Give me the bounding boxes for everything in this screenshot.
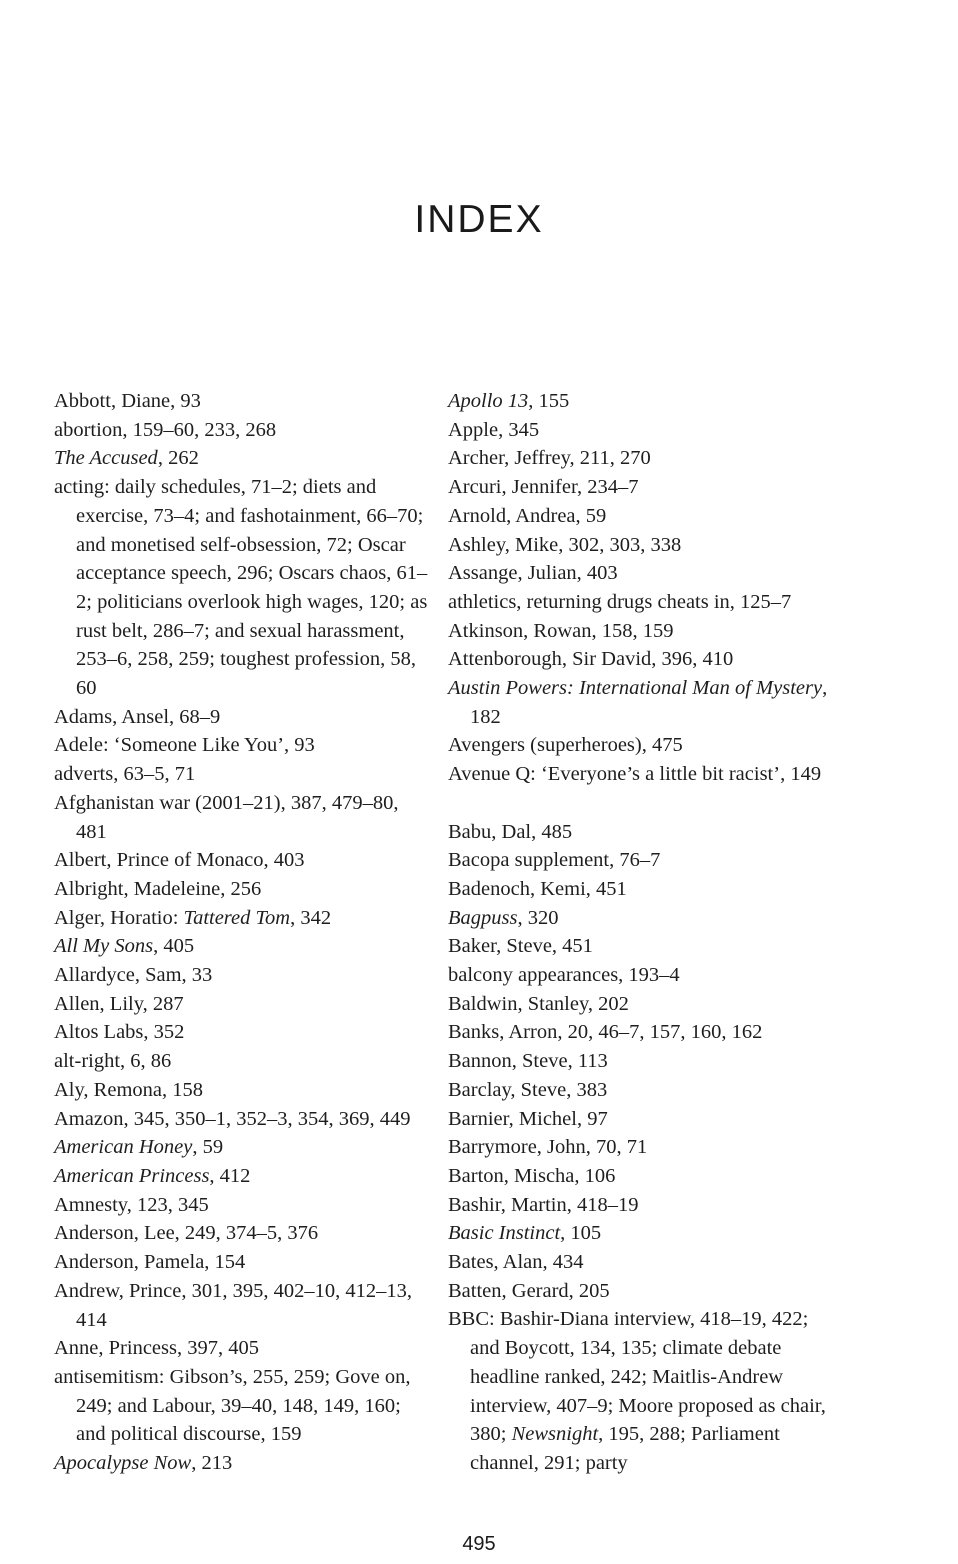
index-entry-text: Adams, Ansel, 68–9 bbox=[54, 705, 221, 728]
index-entry bbox=[54, 1162, 429, 1191]
index-entry-text: Apple, 345 bbox=[448, 418, 540, 441]
index-entry bbox=[448, 1277, 838, 1306]
index-entry-text: , 405 bbox=[153, 935, 195, 958]
index-entry bbox=[448, 645, 838, 674]
index-entry bbox=[448, 904, 838, 933]
index-entry-text: Bacopa supplement, 76–7 bbox=[448, 849, 661, 872]
index-entry-title: Basic Instinct bbox=[448, 1222, 561, 1245]
index-entry bbox=[54, 961, 429, 990]
index-entry-title: Newsnight bbox=[511, 1423, 599, 1446]
index-entry-text: Attenborough, Sir David, 396, 410 bbox=[448, 648, 734, 671]
index-entry-title: The Accused bbox=[54, 447, 158, 470]
index-entry bbox=[54, 1018, 429, 1047]
index-entry bbox=[54, 760, 429, 789]
index-entry bbox=[54, 875, 429, 904]
index-entry-text: Abbott, Diane, 93 bbox=[54, 390, 201, 412]
index-entry-text: Anne, Princess, 397, 405 bbox=[54, 1337, 259, 1360]
index-entry-text: Barclay, Steve, 383 bbox=[448, 1078, 608, 1101]
index-entry-text: Assange, Julian, 403 bbox=[448, 562, 618, 585]
index-entry-text: abortion, 159–60, 233, 268 bbox=[54, 418, 277, 441]
index-entry-text: Barton, Mischa, 106 bbox=[448, 1164, 616, 1187]
index-entry-text: , 195, 288; Parliament channel, 291; party bbox=[470, 1423, 780, 1474]
index-entry bbox=[448, 760, 838, 789]
index-entry bbox=[448, 1133, 838, 1162]
index-entry-title: Tattered Tom bbox=[183, 906, 291, 929]
index-entry-title: Austin Powers: International Man of Mystery bbox=[448, 677, 823, 700]
index-entry-text: Alger, Horatio: bbox=[54, 906, 184, 929]
page-title: INDEX bbox=[414, 198, 544, 241]
index-entry bbox=[54, 703, 429, 732]
index-entry bbox=[448, 990, 838, 1019]
index-entry bbox=[448, 846, 838, 875]
index-entry-text: Adele: ‘Someone Like You’, 93 bbox=[54, 734, 315, 757]
index-entry bbox=[54, 1334, 429, 1363]
index-entry bbox=[54, 1449, 429, 1478]
index-entry bbox=[54, 1047, 429, 1076]
index-entry-text: Batten, Gerard, 205 bbox=[448, 1279, 610, 1302]
index-entry bbox=[54, 932, 429, 961]
index-entry-text: Aly, Remona, 158 bbox=[54, 1078, 203, 1101]
index-entry bbox=[448, 1191, 838, 1220]
index-entry bbox=[448, 1105, 838, 1134]
index-entry-text: Altos Labs, 352 bbox=[54, 1021, 185, 1044]
index-entry-text: Allen, Lily, 287 bbox=[54, 992, 184, 1015]
index-entry bbox=[54, 1133, 429, 1162]
index-entry bbox=[448, 473, 838, 502]
index-entry-text: Barrymore, John, 70, 71 bbox=[448, 1136, 648, 1159]
index-entry bbox=[448, 1305, 838, 1477]
index-entry-text: , 105 bbox=[560, 1222, 602, 1245]
index-entry-text: , 262 bbox=[157, 447, 199, 470]
index-entry-text: Badenoch, Kemi, 451 bbox=[448, 877, 627, 900]
index-entry bbox=[54, 1219, 429, 1248]
index-entry bbox=[448, 502, 838, 531]
index-entry-text: alt-right, 6, 86 bbox=[54, 1050, 172, 1073]
index-entry-text: Bates, Alan, 434 bbox=[448, 1251, 584, 1274]
index-entry bbox=[54, 990, 429, 1019]
index-entry-text: Allardyce, Sam, 33 bbox=[54, 964, 213, 987]
index-entry-text: Baker, Steve, 451 bbox=[448, 935, 593, 958]
index-entry bbox=[448, 416, 838, 445]
index-entry-text: Baldwin, Stanley, 202 bbox=[448, 992, 629, 1015]
index-entry-text: Archer, Jeffrey, 211, 270 bbox=[448, 447, 651, 470]
index-entry-text: , 155 bbox=[528, 390, 570, 412]
index-entry-text: Albright, Madeleine, 256 bbox=[54, 877, 262, 900]
index-entry-text: Amazon, 345, 350–1, 352–3, 354, 369, 449 bbox=[54, 1107, 411, 1130]
index-entry bbox=[448, 1018, 838, 1047]
index-entry-text: , 342 bbox=[290, 906, 332, 929]
index-entry bbox=[54, 1105, 429, 1134]
index-entry bbox=[448, 674, 838, 731]
index-entry bbox=[54, 789, 429, 846]
index-entry bbox=[54, 1248, 429, 1277]
index-entry-text: , 213 bbox=[191, 1452, 233, 1475]
index-entry-text: balcony appearances, 193–4 bbox=[448, 964, 680, 987]
index-entry-title: Apollo 13 bbox=[448, 390, 529, 412]
index-entry-text: Amnesty, 123, 345 bbox=[54, 1193, 209, 1216]
index-entry bbox=[448, 1248, 838, 1277]
index-entry bbox=[448, 531, 838, 560]
index-entry bbox=[54, 731, 429, 760]
index-entry bbox=[448, 875, 838, 904]
index-entry-text: BBC: Bashir-Diana interview, 418–19, 422; and Boycott, 134, 135; climate debate headline ranked, 242; Maitlis-Andrew interview, 407–9; Moore proposed as chair, 380; bbox=[448, 1308, 826, 1446]
index-entry bbox=[54, 1076, 429, 1105]
index-entry-text: athletics, returning drugs cheats in, 125–7 bbox=[448, 590, 792, 613]
index-entry bbox=[54, 904, 429, 933]
index-entry bbox=[54, 444, 429, 473]
index-entry-text: , 320 bbox=[517, 906, 559, 929]
index-entry-text: Albert, Prince of Monaco, 403 bbox=[54, 849, 305, 872]
index-entry-text: Bannon, Steve, 113 bbox=[448, 1050, 608, 1073]
index-entry bbox=[54, 846, 429, 875]
index-entry-text: Bashir, Martin, 418–19 bbox=[448, 1193, 639, 1216]
index-entry-text: , 412 bbox=[209, 1164, 251, 1187]
index-entry bbox=[448, 387, 838, 416]
index-entry-title: Apocalypse Now bbox=[54, 1452, 192, 1475]
index-entry bbox=[54, 416, 429, 445]
index-entry-text: Babu, Dal, 485 bbox=[448, 820, 573, 843]
index-entry-text: Ashley, Mike, 302, 303, 338 bbox=[448, 533, 682, 556]
index-entry-text: Atkinson, Rowan, 158, 159 bbox=[448, 619, 674, 642]
index-entry-title: American Honey bbox=[54, 1136, 193, 1159]
index-entry-text: antisemitism: Gibson’s, 255, 259; Gove on, 249; and Labour, 39–40, 148, 149, 160; and political discourse, 159 bbox=[54, 1365, 411, 1446]
page-number: 495 bbox=[462, 1533, 496, 1555]
index-entry-text: acting: daily schedules, 71–2; diets and exercise, 73–4; and fashotainment, 66–70; and monetised self-obsession, 72; Oscar acceptance speech, 296; Oscars chaos, 61–2; politicians overlook high wages, 120; as rust belt, 286–7; and sexual harassment, 253–6, 258, 259; toughest profession, 58, 60 bbox=[54, 476, 428, 700]
index-entry bbox=[448, 961, 838, 990]
index-entry bbox=[448, 1219, 838, 1248]
index-column-left bbox=[54, 387, 429, 1478]
index-entry bbox=[448, 731, 838, 760]
index-entry bbox=[448, 1162, 838, 1191]
index-entry-text: Anderson, Pamela, 154 bbox=[54, 1251, 246, 1274]
index-entry bbox=[54, 473, 429, 703]
index-entry-text: Andrew, Prince, 301, 395, 402–10, 412–13, 414 bbox=[54, 1279, 412, 1331]
index-entry bbox=[54, 1363, 429, 1449]
index-entry-text: Anderson, Lee, 249, 374–5, 376 bbox=[54, 1222, 319, 1245]
index-entry-text: , 182 bbox=[470, 677, 828, 728]
index-entry-text: Arcuri, Jennifer, 234–7 bbox=[448, 476, 639, 499]
index-entry bbox=[448, 818, 838, 847]
index-entry bbox=[448, 932, 838, 961]
index-entry-title: Bagpuss bbox=[448, 906, 518, 929]
index-entry bbox=[448, 617, 838, 646]
index-entry-text: Avenue Q: ‘Everyone’s a little bit racist’, 149 bbox=[448, 763, 822, 786]
index-column-right bbox=[448, 387, 838, 1478]
index-entry-text: Banks, Arron, 20, 46–7, 157, 160, 162 bbox=[448, 1021, 763, 1044]
index-entry bbox=[54, 1191, 429, 1220]
index-entry-text: Barnier, Michel, 97 bbox=[448, 1107, 608, 1130]
index-entry bbox=[448, 1047, 838, 1076]
index-entry-text: adverts, 63–5, 71 bbox=[54, 763, 196, 786]
index-entry-text: , 59 bbox=[192, 1136, 224, 1159]
index-entry bbox=[54, 1277, 429, 1334]
index-entry bbox=[448, 1076, 838, 1105]
index-entry-text: Afghanistan war (2001–21), 387, 479–80, 481 bbox=[54, 791, 399, 843]
index-entry-title: American Princess bbox=[54, 1164, 210, 1187]
index-entry bbox=[448, 588, 838, 617]
index-entry bbox=[54, 387, 429, 416]
index-entry-text: Arnold, Andrea, 59 bbox=[448, 504, 607, 527]
index-entry bbox=[448, 559, 838, 588]
index-entry-title: All My Sons bbox=[54, 935, 154, 958]
index-entry bbox=[448, 444, 838, 473]
index-entry-text: Avengers (superheroes), 475 bbox=[448, 734, 683, 757]
